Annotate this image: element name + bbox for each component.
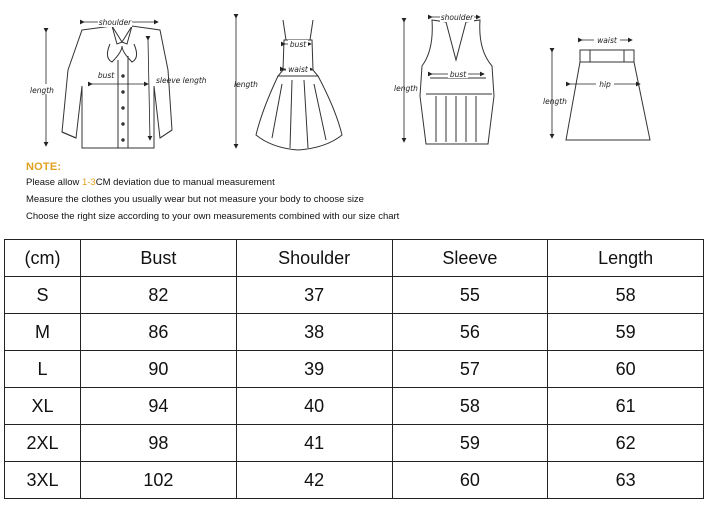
sleeve-cell: 60 [392, 462, 548, 499]
note-line-choose: Choose the right size according to your own measurements combined with our size chart [26, 211, 400, 222]
size-cell: 3XL [5, 462, 81, 499]
blouse-shoulder-label: shoulder [98, 18, 132, 27]
sleeve-cell: 59 [392, 425, 548, 462]
size-chart-table [4, 239, 704, 499]
table-row [5, 351, 704, 388]
sleeve-cell: 57 [392, 351, 548, 388]
header-unit: (cm) [5, 240, 81, 277]
bust-cell: 94 [81, 388, 237, 425]
size-cell: L [5, 351, 81, 388]
bust-cell: 86 [81, 314, 237, 351]
length-cell: 62 [548, 425, 704, 462]
note-section [26, 160, 686, 225]
size-cell: M [5, 314, 81, 351]
size-cell: S [5, 277, 81, 314]
shoulder-cell: 40 [236, 388, 392, 425]
table-row [5, 277, 704, 314]
bust-cell: 90 [81, 351, 237, 388]
table-row [5, 388, 704, 425]
table-row [5, 314, 704, 351]
length-cell: 60 [548, 351, 704, 388]
length-cell: 63 [548, 462, 704, 499]
vest-drawing [420, 20, 494, 144]
vest-shoulder-label: shoulder [440, 13, 474, 22]
length-cell: 58 [548, 277, 704, 314]
shoulder-cell: 41 [236, 425, 392, 462]
header-shoulder: Shoulder [236, 240, 392, 277]
bust-cell: 98 [81, 425, 237, 462]
shoulder-cell: 39 [236, 351, 392, 388]
note-line1-highlight: 1-3 [81, 177, 96, 188]
length-cell: 61 [548, 388, 704, 425]
size-cell: XL [5, 388, 81, 425]
measurement-diagrams [0, 0, 708, 160]
blouse-bust-label: bust [97, 71, 115, 80]
note-title: NOTE: [26, 161, 62, 173]
header-length: Length [548, 240, 704, 277]
blouse-sleeve-label: sleeve length [156, 76, 207, 85]
note-line1-pre: Please allow [26, 177, 82, 188]
garment-illustrations [0, 0, 708, 160]
vest-bust-label: bust [449, 70, 467, 79]
dress-bust-label: bust [289, 40, 307, 49]
dress-length-label: length [234, 80, 258, 89]
size-cell: 2XL [5, 425, 81, 462]
table-row [5, 462, 704, 499]
blouse-drawing [62, 26, 172, 148]
shoulder-cell: 37 [236, 277, 392, 314]
skirt-hip-label: hip [599, 80, 611, 89]
skirt-waist-label: waist [597, 36, 617, 45]
skirt-drawing [566, 50, 650, 140]
note-line1-post: CM deviation due to manual measurement [95, 177, 275, 188]
header-bust: Bust [81, 240, 237, 277]
shoulder-cell: 42 [236, 462, 392, 499]
length-cell: 59 [548, 314, 704, 351]
dress-waist-label: waist [288, 65, 308, 74]
table-row [5, 425, 704, 462]
blouse-length-label: length [30, 86, 54, 95]
vest-length-label: length [394, 84, 418, 93]
header-sleeve: Sleeve [392, 240, 548, 277]
sleeve-cell: 58 [392, 388, 548, 425]
sleeve-cell: 56 [392, 314, 548, 351]
bust-cell: 82 [81, 277, 237, 314]
note-line-measure: Measure the clothes you usually wear but not measure your body to choose size [26, 194, 364, 205]
shoulder-cell: 38 [236, 314, 392, 351]
sleeve-cell: 55 [392, 277, 548, 314]
table-header-row [5, 240, 704, 277]
skirt-length-label: length [543, 97, 567, 106]
bust-cell: 102 [81, 462, 237, 499]
note-line-deviation [26, 174, 686, 191]
